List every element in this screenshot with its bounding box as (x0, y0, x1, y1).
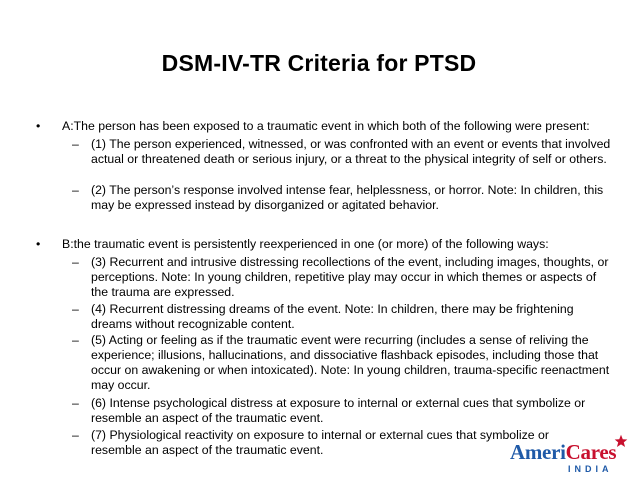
sub-item-text: (1) The person experienced, witnessed, or was confronted with an event or events that involved actual or threatened death or serious injury, or a threat to the physical integrity of self or others. (91, 137, 611, 166)
dash-marker: – (72, 333, 79, 347)
sub-item-text: (2) The person’s response involved intense fear, helplessness, or horror. Note: In children, this may be expressed instead by disorganized or agitated behavior. (91, 183, 604, 212)
logo-india-text: INDIA (568, 464, 613, 474)
sub-item-6 (72, 396, 612, 426)
logo-wordmark (510, 440, 616, 465)
bullet-marker: • (36, 237, 41, 251)
logo-part-ameri: Ameri (510, 440, 566, 464)
sub-item-1 (72, 137, 612, 167)
dash-marker: – (72, 255, 79, 269)
logo-part-cares: Cares (565, 440, 617, 464)
dash-marker: – (72, 428, 79, 442)
bullet-marker: • (36, 119, 41, 133)
bullet-a-text: A:The person has been exposed to a traumatic event in which both of the following were present: (62, 119, 590, 133)
sub-item-5 (72, 333, 612, 393)
sub-item-text: (4) Recurrent distressing dreams of the event. Note: In children, there may be frightening dreams without recognizable content. (91, 302, 574, 331)
dash-marker: – (72, 396, 79, 410)
sub-item-4 (72, 302, 612, 332)
logo-star-icon (614, 434, 628, 448)
bullet-b-text: B:the traumatic event is persistently reexperienced in one (or more) of the following ways: (62, 237, 549, 251)
sub-item-3 (72, 255, 612, 300)
sub-item-text: (6) Intense psychological distress at exposure to internal or external cues that symbolize or resemble an aspect of the traumatic event. (91, 396, 586, 425)
sub-item-text: (3) Recurrent and intrusive distressing recollections of the event, including images, thoughts, or perceptions. Note: In young children, repetitive play may occur in which themes or aspects of the trauma are expressed. (91, 255, 609, 299)
americares-india-logo (510, 440, 638, 479)
slide-title: DSM-IV-TR Criteria for PTSD (161, 50, 477, 76)
sub-item-text: (7) Physiological reactivity on exposure to internal or external cues that symbolize or resemble an aspect of the traumatic event. (91, 428, 549, 457)
dash-marker: – (72, 183, 79, 197)
sub-item-text: (5) Acting or feeling as if the traumatic event were recurring (includes a sense of reliving the experience; illusions, hallucinations, and dissociative flashback episodes, including those that occur on awakening or when intoxicated). Note: In young children, trauma-specific reenactment may occur. (91, 333, 610, 392)
dash-marker: – (72, 137, 79, 151)
sub-item-2 (72, 183, 612, 213)
dash-marker: – (72, 302, 79, 316)
